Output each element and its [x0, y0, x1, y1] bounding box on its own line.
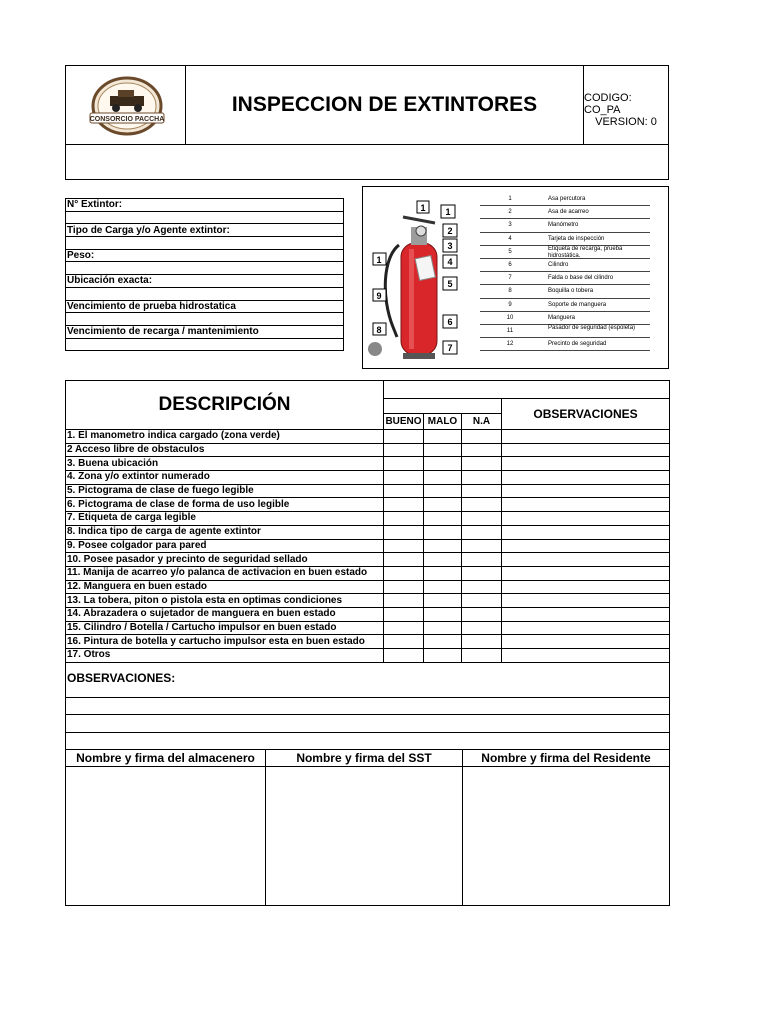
checklist-item-label: 14. Abrazadera o sujetador de manguera en buen estado: [66, 607, 384, 621]
blank-header-cell: [384, 381, 670, 399]
bueno-cell[interactable]: [384, 566, 424, 580]
info-label: Vencimiento de recarga / mantenimiento: [66, 325, 344, 338]
checklist-item-label: 12. Manguera en buen estado: [66, 580, 384, 594]
legend-label: Manómetro: [548, 222, 579, 229]
checklist-row: [66, 498, 670, 512]
rotate-icon: [368, 342, 382, 356]
document-version: VERSION: 0: [595, 116, 657, 128]
checklist-row: [66, 553, 670, 567]
observation-cell[interactable]: [502, 457, 670, 471]
na-cell[interactable]: [462, 566, 502, 580]
malo-cell[interactable]: [424, 594, 462, 608]
na-cell[interactable]: [462, 484, 502, 498]
checklist-item-label: 8. Indica tipo de carga de agente extintor: [66, 525, 384, 539]
malo-cell[interactable]: [424, 525, 462, 539]
info-row: [66, 211, 344, 224]
bueno-cell[interactable]: [384, 512, 424, 526]
signature-box-almacenero[interactable]: [66, 767, 266, 906]
callout-6: 6: [447, 317, 453, 327]
legend-number: 10: [506, 314, 514, 321]
checklist-item-label: 3. Buena ubicación: [66, 457, 384, 471]
legend-row: [480, 206, 650, 219]
info-row: [66, 237, 344, 250]
legend-number: 4: [508, 235, 512, 242]
signature-box-sst[interactable]: [266, 767, 463, 906]
callout-1: 1: [420, 203, 426, 213]
na-cell[interactable]: [462, 498, 502, 512]
na-cell[interactable]: [462, 594, 502, 608]
legend-number: 6: [508, 261, 512, 268]
malo-cell[interactable]: [424, 580, 462, 594]
bueno-cell[interactable]: [384, 621, 424, 635]
callout-9: 9: [376, 291, 382, 301]
info-label: Vencimiento de prueba hidrostatica: [66, 300, 344, 313]
bueno-cell[interactable]: [384, 635, 424, 649]
checklist-row: [66, 512, 670, 526]
na-cell[interactable]: [462, 539, 502, 553]
checklist-row: [66, 484, 670, 498]
checklist-item-label: 16. Pintura de botella y cartucho impulsor esta en buen estado: [66, 635, 384, 649]
document-code: CODIGO: CO_PA: [584, 92, 632, 116]
legend-number: 5: [508, 248, 512, 255]
legend-label: Pasador de seguridad (espoleta): [548, 324, 636, 331]
malo-cell[interactable]: [424, 512, 462, 526]
observation-line-field[interactable]: [66, 715, 670, 733]
observation-cell[interactable]: [502, 498, 670, 512]
observation-cell[interactable]: [502, 649, 670, 663]
signature-label-residente: Nombre y firma del Residente: [463, 750, 670, 767]
description-heading: DESCRIPCIÓN: [66, 381, 384, 430]
column-bueno: BUENO: [384, 414, 424, 430]
legend-label: Soporte de manguera: [548, 301, 607, 308]
column-malo: MALO: [424, 414, 462, 430]
legend-label: Manguera: [548, 314, 576, 321]
na-cell[interactable]: [462, 649, 502, 663]
na-cell[interactable]: [462, 525, 502, 539]
malo-cell[interactable]: [424, 649, 462, 663]
checklist-row: [66, 635, 670, 649]
info-row: [66, 249, 344, 262]
observations-label: OBSERVACIONES:: [66, 662, 670, 697]
legend-row: [480, 219, 650, 232]
checklist-item-label: 10. Posee pasador y precinto de seguridad sellado: [66, 553, 384, 567]
observation-cell[interactable]: [502, 525, 670, 539]
legend-number: 1: [508, 196, 512, 202]
header-top-row: [66, 66, 668, 145]
form-title: INSPECCION DE EXTINTORES: [186, 66, 584, 144]
observation-line: [66, 715, 670, 733]
inspection-checklist: [65, 380, 670, 750]
legend-label: Asa percutora: [548, 196, 586, 202]
checklist-item-label: 1. El manometro indica cargado (zona verde): [66, 430, 384, 444]
bueno-cell[interactable]: [384, 443, 424, 457]
info-label: Tipo de Carga y/o Agente extintor:: [66, 224, 344, 237]
na-cell[interactable]: [462, 443, 502, 457]
form-header: [65, 65, 669, 180]
checklist-row: [66, 471, 670, 485]
info-row: [66, 262, 344, 275]
callout-8: 8: [376, 325, 382, 335]
checklist-item-label: 13. La tobera, piton o pistola esta en optimas condiciones: [66, 594, 384, 608]
legend-number: 9: [508, 301, 512, 308]
info-label: N° Extintor:: [66, 199, 344, 212]
observations-row: [66, 662, 670, 697]
observation-cell[interactable]: [502, 635, 670, 649]
checklist-row: [66, 649, 670, 663]
malo-cell[interactable]: [424, 607, 462, 621]
malo-cell[interactable]: [424, 553, 462, 567]
signature-label-almacenero: Nombre y firma del almacenero: [66, 750, 266, 767]
signature-box-residente[interactable]: [463, 767, 670, 906]
checklist-item-label: 17. Otros: [66, 649, 384, 663]
observation-cell[interactable]: [502, 430, 670, 444]
checklist-item-label: 6. Pictograma de clase de forma de uso legible: [66, 498, 384, 512]
info-row: [66, 338, 344, 351]
company-logo: [66, 66, 186, 144]
legend-label: Asa de acarreo: [548, 209, 589, 216]
info-row: [66, 199, 344, 212]
info-row: [66, 275, 344, 288]
legend-row: [480, 338, 650, 351]
checklist-row: [66, 539, 670, 553]
extinguisher-diagram: [362, 186, 669, 369]
na-cell[interactable]: [462, 471, 502, 485]
observation-cell[interactable]: [502, 566, 670, 580]
signature-header-row: [66, 750, 670, 767]
signature-table: [65, 749, 670, 906]
extinguisher-info-table: [65, 198, 344, 351]
checklist-item-label: 5. Pictograma de clase de fuego legible: [66, 484, 384, 498]
info-value-field[interactable]: [66, 313, 344, 326]
checklist-row: [66, 457, 670, 471]
observation-cell[interactable]: [502, 484, 670, 498]
info-value-field[interactable]: [66, 211, 344, 224]
legend-number: 3: [508, 222, 512, 229]
na-cell[interactable]: [462, 621, 502, 635]
malo-cell[interactable]: [424, 621, 462, 635]
observation-line: [66, 732, 670, 750]
malo-cell[interactable]: [424, 539, 462, 553]
checklist-row: [66, 443, 670, 457]
info-label: Peso:: [66, 249, 344, 262]
info-row: [66, 224, 344, 237]
legend-number: 2: [508, 209, 512, 216]
callout-7: 7: [447, 343, 453, 353]
na-cell[interactable]: [462, 457, 502, 471]
legend-row: [480, 272, 650, 285]
bueno-cell[interactable]: [384, 471, 424, 485]
checklist-row: [66, 621, 670, 635]
checklist-row: [66, 566, 670, 580]
bueno-cell[interactable]: [384, 553, 424, 567]
logo-text: CONSORCIO PACCHA: [89, 116, 165, 123]
legend-number: 8: [508, 288, 512, 295]
legend-row: [480, 299, 650, 312]
observation-line-field[interactable]: [66, 697, 670, 715]
malo-cell[interactable]: [424, 635, 462, 649]
column-na: N.A: [462, 414, 502, 430]
blank-rating-header: [384, 399, 502, 414]
callout-5: 5: [447, 279, 453, 289]
bueno-cell[interactable]: [384, 580, 424, 594]
extinguisher-illustration: [363, 187, 481, 369]
observations-column-header: OBSERVACIONES: [502, 399, 670, 430]
legend-number: 12: [506, 341, 514, 348]
observation-cell[interactable]: [502, 471, 670, 485]
info-row: [66, 325, 344, 338]
info-value-field[interactable]: [66, 287, 344, 300]
bueno-cell[interactable]: [384, 607, 424, 621]
legend-row: [480, 246, 650, 259]
na-cell[interactable]: [462, 553, 502, 567]
checklist-row: [66, 525, 670, 539]
callout-3: 3: [447, 241, 453, 251]
legend-row: [480, 259, 650, 272]
legend-label: Cilindro: [548, 261, 569, 268]
checklist-item-label: 7. Etiqueta de carga legible: [66, 512, 384, 526]
na-cell[interactable]: [462, 430, 502, 444]
bueno-cell[interactable]: [384, 430, 424, 444]
observation-cell[interactable]: [502, 443, 670, 457]
legend-row: [480, 285, 650, 298]
diagram-legend: [480, 193, 650, 351]
bueno-cell[interactable]: [384, 539, 424, 553]
observation-line-field[interactable]: [66, 732, 670, 750]
checklist-item-label: 15. Cilindro / Botella / Cartucho impulsor en buen estado: [66, 621, 384, 635]
bueno-cell[interactable]: [384, 594, 424, 608]
legend-row: [480, 193, 650, 206]
bueno-cell[interactable]: [384, 457, 424, 471]
legend-label: Etiqueta de recarga, prueba hidrostática.: [548, 245, 623, 259]
observation-cell[interactable]: [502, 539, 670, 553]
info-value-field[interactable]: [66, 262, 344, 275]
checklist-item-label: 9. Posee colgador para pared: [66, 539, 384, 553]
legend-row: [480, 325, 650, 338]
checklist-item-label: 2 Acceso libre de obstaculos: [66, 443, 384, 457]
callout-1b: 1: [445, 207, 451, 217]
signature-label-sst: Nombre y firma del SST: [266, 750, 463, 767]
na-cell[interactable]: [462, 607, 502, 621]
malo-cell[interactable]: [424, 457, 462, 471]
observation-cell[interactable]: [502, 607, 670, 621]
info-value-field[interactable]: [66, 237, 344, 250]
malo-cell[interactable]: [424, 471, 462, 485]
na-cell[interactable]: [462, 512, 502, 526]
observation-cell[interactable]: [502, 512, 670, 526]
malo-cell[interactable]: [424, 498, 462, 512]
checklist-item-label: 11. Manija de acarreo y/o palanca de activacion en buen estado: [66, 566, 384, 580]
observation-cell[interactable]: [502, 553, 670, 567]
bueno-cell[interactable]: [384, 498, 424, 512]
observation-cell[interactable]: [502, 580, 670, 594]
malo-cell[interactable]: [424, 566, 462, 580]
info-value-field[interactable]: [66, 338, 344, 351]
signature-body-row: [66, 767, 670, 906]
bueno-cell[interactable]: [384, 484, 424, 498]
info-row: [66, 300, 344, 313]
legend-label: Precinto de seguridad: [548, 341, 607, 348]
checklist-row: [66, 580, 670, 594]
info-label: Ubicación exacta:: [66, 275, 344, 288]
na-cell[interactable]: [462, 580, 502, 594]
checklist-row: [66, 607, 670, 621]
checklist-item-label: 4. Zona y/o extintor numerado: [66, 471, 384, 485]
bueno-cell[interactable]: [384, 525, 424, 539]
legend-row: [480, 233, 650, 246]
malo-cell[interactable]: [424, 430, 462, 444]
legend-label: Falda o base del cilindro: [548, 275, 614, 282]
callout-2: 2: [447, 226, 453, 236]
checklist-row: [66, 594, 670, 608]
legend-number: 7: [508, 275, 512, 282]
callout-4: 4: [447, 257, 453, 267]
observation-line: [66, 697, 670, 715]
observation-cell[interactable]: [502, 621, 670, 635]
malo-cell[interactable]: [424, 443, 462, 457]
legend-label: Tarjeta de inspección: [548, 235, 605, 242]
legend-label: Boquilla o tobera: [548, 288, 594, 295]
malo-cell[interactable]: [424, 484, 462, 498]
observation-cell[interactable]: [502, 594, 670, 608]
document-code-cell: [584, 66, 668, 144]
callout-1c: 1: [376, 255, 382, 265]
bueno-cell[interactable]: [384, 649, 424, 663]
info-row: [66, 313, 344, 326]
info-row: [66, 287, 344, 300]
na-cell[interactable]: [462, 635, 502, 649]
legend-number: 11: [506, 327, 514, 334]
legend-row: [480, 312, 650, 325]
checklist-row: [66, 430, 670, 444]
logo-cell: [66, 66, 186, 144]
